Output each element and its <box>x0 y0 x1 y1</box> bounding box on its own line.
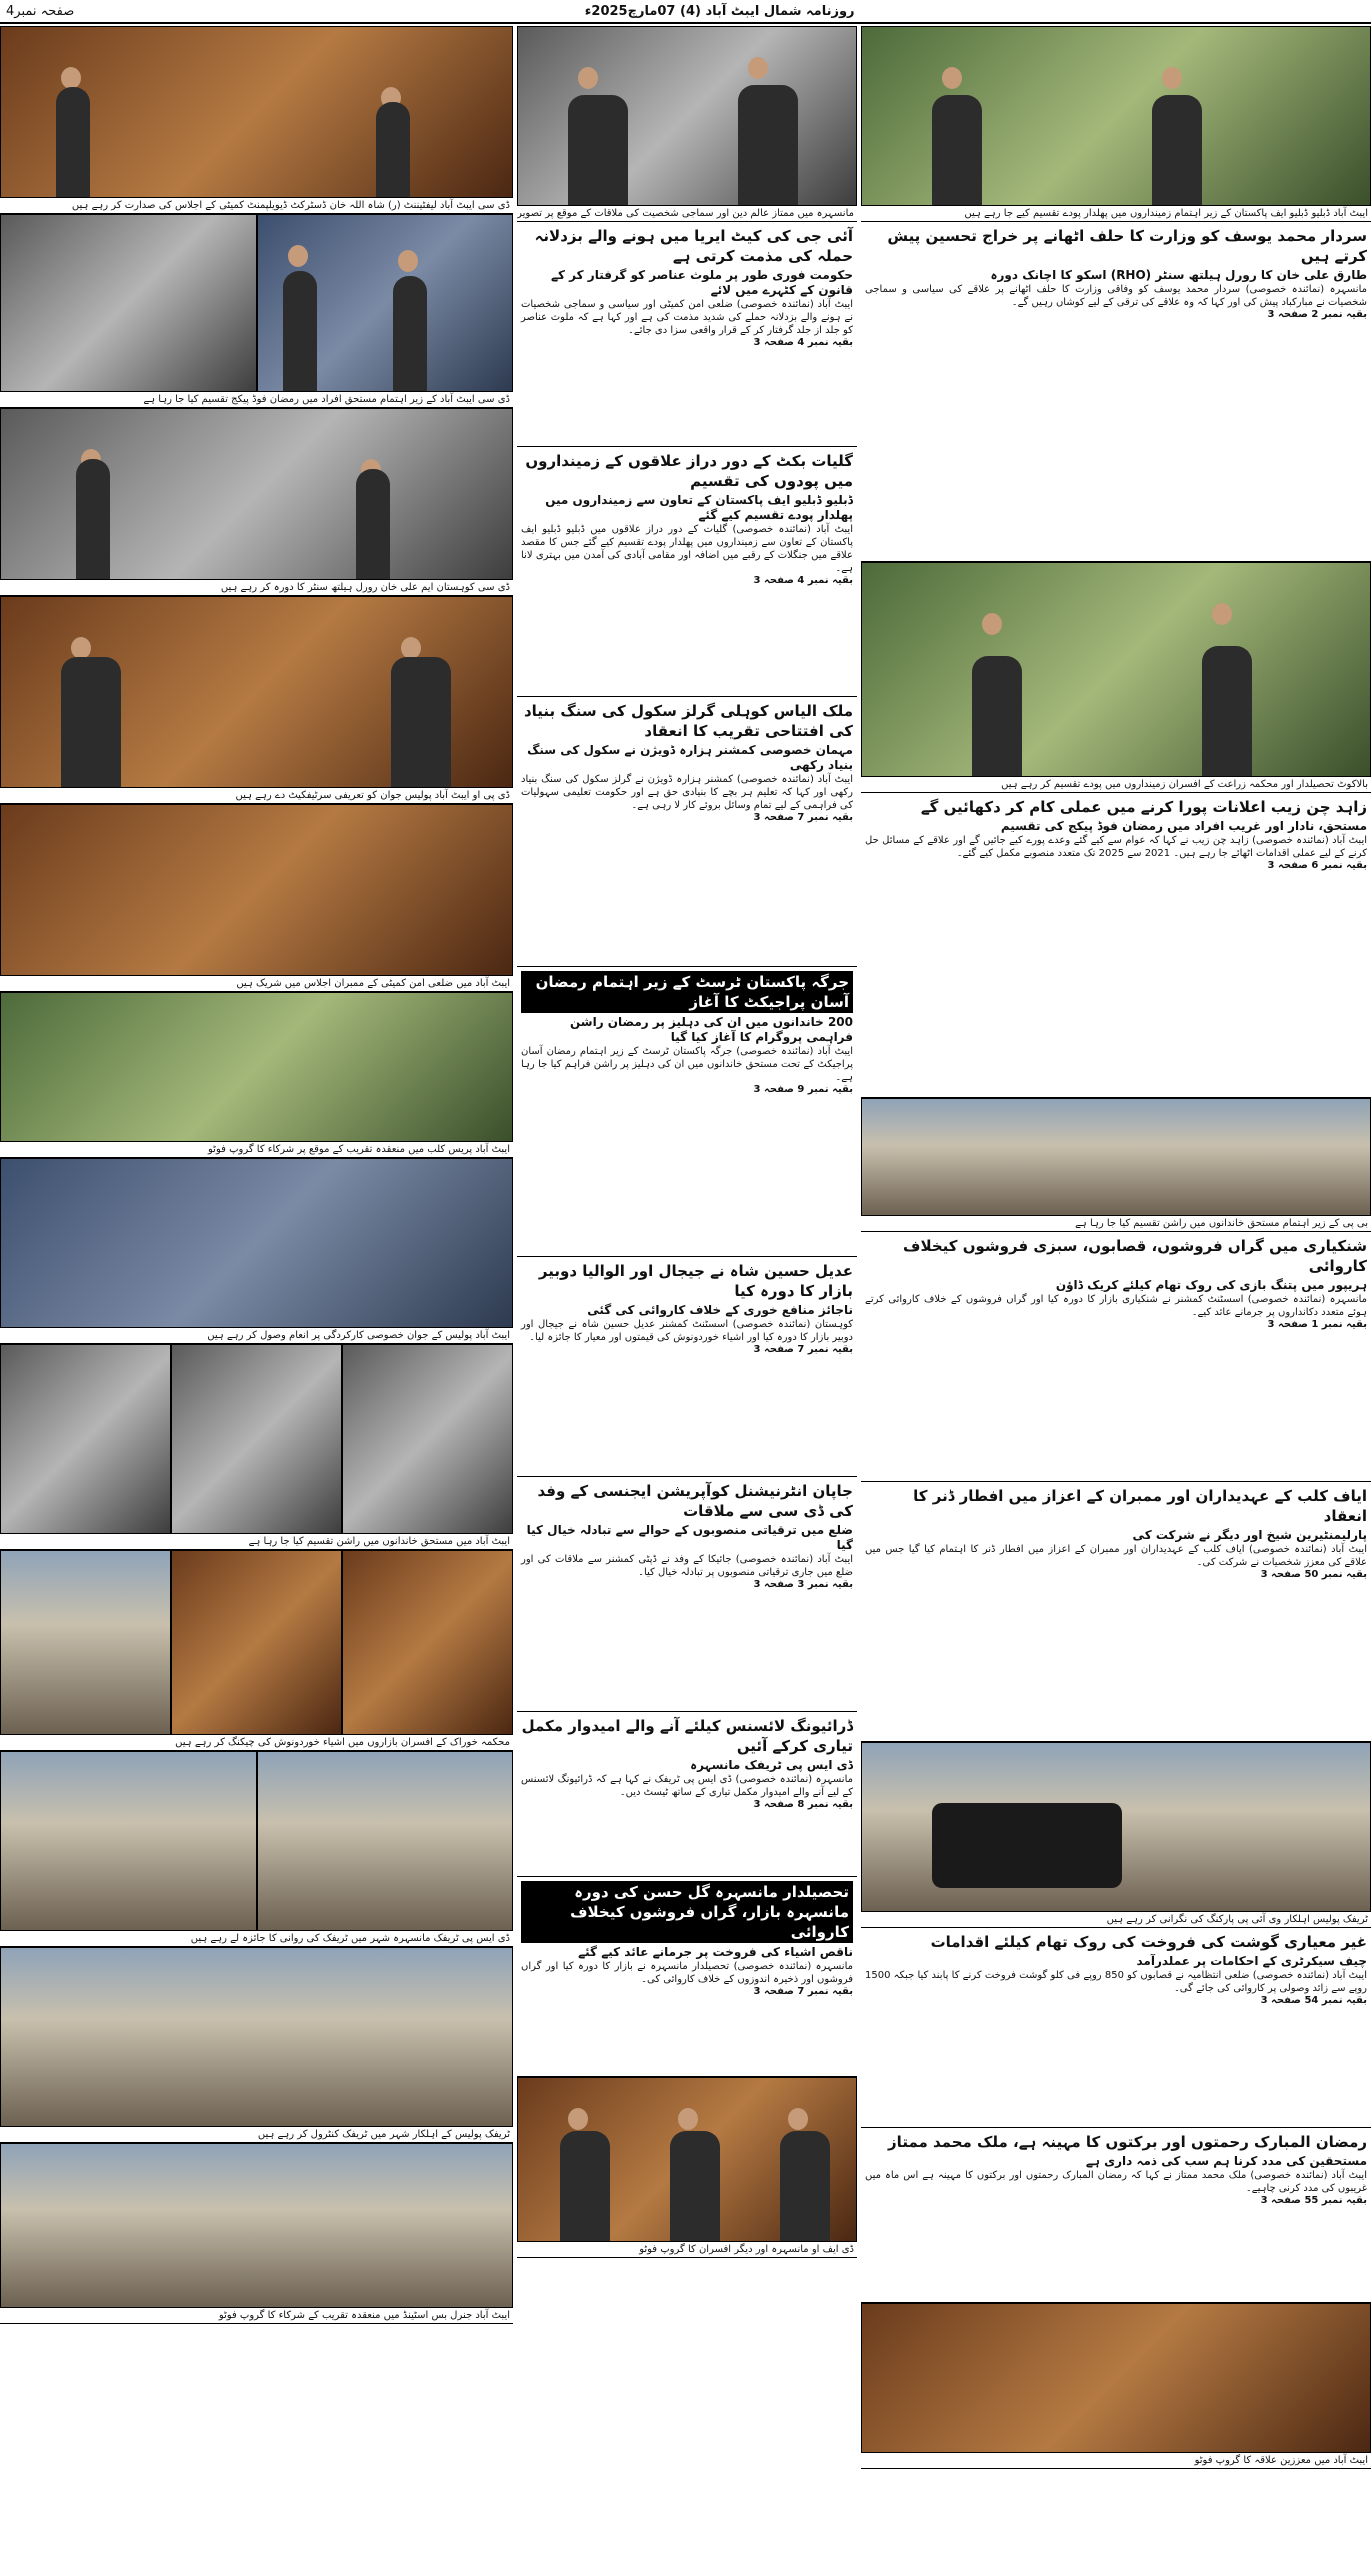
story-subheadline: ضلع میں ترقیاتی منصوبوں کے حوالے سے تبادلہ خیال کیا گیا <box>526 1523 853 1552</box>
photo-traffic-police <box>0 1947 513 2127</box>
story-headline: تحصیلدار مانسہرہ گل حسن کی دورہ مانسہرہ بازار، گراں فروشوں کیخلاف کاروائی <box>521 1881 853 1943</box>
story-headline: عدیل حسین شاہ نے جیجال اور الوالیا دوبیر بازار کا دورہ کیا <box>538 1262 853 1300</box>
story-body: مانسہرہ (نمائندہ خصوصی) ڈی ایس پی ٹریفک نے کہا ہے کہ ڈرائیونگ لائسنس کے لیے آنے والے امیدوار مکمل تیاری کے ساتھ ٹیسٹ دیں۔ <box>521 1774 853 1798</box>
photo-ration-distribution <box>861 1098 1371 1216</box>
news-story <box>861 1482 1371 1742</box>
story-continuation: بقیہ نمبر 2 صفحہ 3 <box>1267 309 1367 320</box>
caption: مانسہرہ میں ممتاز عالم دین اور سماجی شخصیت کی ملاقات کے موقع پر تصویر <box>517 206 857 222</box>
news-story <box>517 1477 857 1712</box>
story-headline: رمضان المبارک رحمتوں اور برکتوں کا مہینہ ہے، ملک محمد ممتاز <box>888 2133 1367 2151</box>
story-column-middle <box>517 26 857 2560</box>
photo-police-reward <box>0 1158 513 1328</box>
caption: ڈی ایف او مانسہرہ اور دیگر افسران کا گروپ فوٹو <box>517 2242 857 2258</box>
photo-scholar-meeting <box>517 26 857 206</box>
photo-plant-distribution <box>861 26 1371 206</box>
caption: بی پی کے زیر اہتمام مستحق خاندانوں میں راشن تقسیم کیا جا رہا ہے <box>861 1216 1371 1232</box>
story-continuation: بقیہ نمبر 55 صفحہ 3 <box>1260 2195 1367 2206</box>
photo-group-bus-stand <box>0 2143 513 2308</box>
photo-officers-group <box>517 2077 857 2242</box>
story-subheadline: پارلیمنٹیرین شیخ اور دیگر نے شرکت کی <box>1132 1528 1367 1542</box>
photo-handover <box>257 214 514 392</box>
photo-traffic-1 <box>0 1751 257 1931</box>
issue-number: (4) <box>680 3 701 19</box>
story-headline: ملک الیاس کوہلی گرلز سکول کی سنگ بنیاد کی افتتاحی تقریب کا انعقاد <box>523 702 853 740</box>
caption: ڈی پی او ایبٹ آباد پولیس جوان کو تعریفی سرٹیفکیٹ دے رہے ہیں <box>0 788 513 804</box>
photo-food-packages <box>0 214 257 392</box>
news-story <box>861 793 1371 1098</box>
paper-name: روزنامہ شمال ایبٹ آباد <box>705 3 855 19</box>
story-subheadline: مہمان خصوصی کمشنر ہزارہ ڈویژن نے سکول کی سنگ بنیاد رکھی <box>527 743 853 772</box>
news-story <box>517 447 857 697</box>
news-story <box>861 2128 1371 2303</box>
story-body: مانسہرہ (نمائندہ خصوصی) تحصیلدار مانسہرہ نے بازار کا دورہ کیا اور گراں فروشوں اور ذخیرہ اندوزوں کے خلاف کاروائی کی۔ <box>521 1961 853 1985</box>
story-continuation: بقیہ نمبر 9 صفحہ 3 <box>753 1084 853 1095</box>
story-continuation: بقیہ نمبر 7 صفحہ 3 <box>753 1344 853 1355</box>
news-story <box>861 1928 1371 2128</box>
story-headline: شنکیاری میں گراں فروشوں، قصابوں، سبزی فروشوں کیخلاف کاروائی <box>903 1237 1367 1275</box>
issue-date: 07مارچ2025ء <box>584 3 676 19</box>
story-body: کوہستان (نمائندہ خصوصی) اسسٹنٹ کمشنر عدیل حسین شاہ نے جیجال اور دوبیر بازار کا دورہ کیا اور اشیاء خوردونوش کی قیمتوں اور معیار کا جائزہ لیا۔ <box>521 1319 853 1343</box>
caption: ٹریفک پولیس کے اہلکار شہر میں ٹریفک کنٹرول کر رہے ہیں <box>0 2127 513 2143</box>
photo-market-2 <box>171 1550 342 1735</box>
caption: ایبٹ آباد جنرل بس اسٹینڈ میں منعقدہ تقریب کے شرکاء کا گروپ فوٹو <box>0 2308 513 2324</box>
story-column-right <box>861 26 1371 2560</box>
photo-ration-2 <box>171 1344 342 1534</box>
caption: ایبٹ آباد میں ضلعی امن کمیٹی کے ممبران اجلاس میں شریک ہیں <box>0 976 513 992</box>
news-story <box>517 967 857 1257</box>
photo-balakot-plants <box>861 562 1371 777</box>
photo-peace-committee <box>0 804 513 976</box>
photo-police-award <box>0 596 513 788</box>
masthead-title <box>585 4 855 19</box>
photo-ration-1 <box>0 1344 171 1534</box>
story-continuation: بقیہ نمبر 4 صفحہ 3 <box>753 337 853 348</box>
story-headline: غیر معیاری گوشت کی فروخت کی روک تھام کیلئے اقدامات <box>930 1933 1367 1951</box>
news-story <box>517 1877 857 2077</box>
story-body: ایبٹ آباد (نمائندہ خصوصی) ایاف کلب کے عہدیداران اور ممبران کے اعزاز میں افطار ڈنر کا اہتمام کیا گیا جس میں علاقے کی معزز شخصیات نے شرکت کی۔ <box>865 1544 1367 1568</box>
page-number: 4صفحہ نمبر <box>6 3 75 19</box>
story-subheadline: ڈی ایس پی ٹریفک مانسہرہ <box>690 1758 853 1772</box>
story-body: ایبٹ آباد (نمائندہ خصوصی) ضلعی انتظامیہ نے قصابوں کو 850 روپے فی کلو گوشت فروخت کرنے کا پابند کیا جبکہ 1500 روپے سے زائد وصولی پر کاروائی کی جائے گی۔ <box>865 1970 1367 1994</box>
caption: ڈی ایس پی ٹریفک مانسہرہ شہر میں ٹریفک کی روانی کا جائزہ لے رہے ہیں <box>0 1931 513 1947</box>
photo-ration-3 <box>342 1344 513 1534</box>
story-continuation: بقیہ نمبر 6 صفحہ 3 <box>1267 860 1367 871</box>
story-body: مانسہرہ (نمائندہ خصوصی) اسسٹنٹ کمشنر نے شنکیاری بازار کا دورہ کیا اور گراں فروشوں کے خلاف کاروائی کرتے ہوئے متعدد دکانداروں پر جرمانے عائد کیے۔ <box>865 1294 1367 1318</box>
story-body: مانسہرہ (نمائندہ خصوصی) سردار محمد یوسف کو وفاقی وزارت کا حلف اٹھانے پر علاقے کی سیاسی و سماجی شخصیات نے مبارکباد پیش کی اور کہا کہ وہ علاقے کی ترقی کے لیے کوشاں رہیں گے۔ <box>865 284 1367 308</box>
story-subheadline: مستحق، نادار اور غریب افراد میں رمضان فوڈ پیکج کی تقسیم <box>1000 819 1367 833</box>
story-body: ایبٹ آباد (نمائندہ خصوصی) ملک محمد ممتاز نے کہا کہ رمضان المبارک رحمتوں اور برکتوں کا مہینہ ہے اس ماہ میں غریبوں کی مدد کرنی چاہیے۔ <box>865 2170 1367 2194</box>
masthead <box>0 0 1371 24</box>
photo-vip-parking <box>861 1742 1371 1912</box>
story-body: ایبٹ آباد (نمائندہ خصوصی) جرگہ پاکستان ٹرسٹ کے زیر اہتمام رمضان آسان پراجیکٹ کے تحت مستحق خاندانوں میں ان کی دہلیز پر راشن فراہم کیا جا رہا ہے۔ <box>521 1046 853 1083</box>
news-story <box>517 697 857 967</box>
photo-market-1 <box>0 1550 171 1735</box>
photo-traffic-2 <box>257 1751 514 1931</box>
story-headline: جاپان انٹرنیشنل کوآپریشن ایجنسی کے وفد کی ڈی سی سے ملاقات <box>537 1482 853 1520</box>
story-body: ایبٹ آباد (نمائندہ خصوصی) جائیکا کے وفد نے ڈپٹی کمشنر سے ملاقات کی اور ضلع میں جاری ترقیاتی منصوبوں پر تبادلہ خیال کیا۔ <box>521 1554 853 1578</box>
story-body: ایبٹ آباد (نمائندہ خصوصی) گلیات کے دور دراز علاقوں میں ڈبلیو ڈبلیو ایف پاکستان کے تعاون سے زمینداروں میں پھلدار پودے تقسیم کیے گئے جس کا مقصد علاقے میں جنگلات کے رقبے میں اضافہ اور مقامی آبادی کی آمدن میں بہتری لانا ہے۔ <box>521 524 853 574</box>
caption: ایبٹ آباد میں مستحق خاندانوں میں راشن تقسیم کیا جا رہا ہے <box>0 1534 513 1550</box>
story-subheadline: ڈبلیو ڈبلیو ایف پاکستان کے تعاون سے زمینداروں میں پھلدار پودے تقسیم کیے گئے <box>545 493 853 522</box>
photo-health-centre <box>0 408 513 580</box>
story-body: ایبٹ آباد (نمائندہ خصوصی) ضلعی امن کمیٹی اور سیاسی و سماجی شخصیات نے ہونے والے بزدلانہ حملے کی شدید مذمت کی ہے اور کہا ہے کہ ملوث عناصر کو جلد از جلد گرفتار کر کے قرار واقعی سزا دی جائے۔ <box>521 299 853 336</box>
story-continuation: بقیہ نمبر 7 صفحہ 3 <box>753 1986 853 1997</box>
story-continuation: بقیہ نمبر 1 صفحہ 3 <box>1267 1319 1367 1330</box>
news-story <box>517 222 857 447</box>
story-headline: زاہد چن زیب اعلانات پورا کرنے میں عملی کام کر دکھائیں گے <box>920 798 1367 816</box>
caption: محکمہ خوراک کے افسران بازاروں میں اشیاء خوردونوش کی چیکنگ کر رہے ہیں <box>0 1735 513 1751</box>
photo-meeting <box>0 26 513 198</box>
story-subheadline: 200 خاندانوں میں ان کی دہلیز پر رمضان راشن فراہمی پروگرام کا آغاز کیا گیا <box>569 1015 853 1044</box>
news-story <box>517 1257 857 1477</box>
story-continuation: بقیہ نمبر 50 صفحہ 3 <box>1260 1569 1367 1580</box>
caption: ٹریفک پولیس اہلکار وی آئی پی پارکنگ کی نگرانی کر رہے ہیں <box>861 1912 1371 1928</box>
story-headline: ڈرائیونگ لائسنس کیلئے آنے والے امیدوار مکمل تیاری کرکے آئیں <box>521 1717 853 1755</box>
story-subheadline: چیف سیکرٹری کے احکامات پر عملدرآمد <box>1136 1954 1367 1968</box>
story-subheadline: ناقص اشیاء کی فروخت پر جرمانے عائد کیے گئے <box>578 1945 853 1959</box>
caption: ایبٹ آباد ڈبلیو ڈبلیو ایف پاکستان کے زیر اہتمام زمینداروں میں پھلدار پودے تقسیم کیے جا رہے ہیں <box>861 206 1371 222</box>
news-story <box>861 222 1371 562</box>
caption: ڈی سی ایبٹ آباد لیفٹیننٹ (ر) شاہ اللہ خان ڈسٹرکٹ ڈیویلپمنٹ کمیٹی کے اجلاس کی صدارت کر رہے ہیں <box>0 198 513 214</box>
story-headline: سردار محمد یوسف کو وزارت کا حلف اٹھانے پر خراج تحسین پیش کرتے ہیں <box>887 227 1367 265</box>
story-headline: آئی جی کی کیٹ ایریا میں ہونے والے بزدلانہ حملہ کی مذمت کرتی ہے <box>534 227 853 265</box>
story-continuation: بقیہ نمبر 4 صفحہ 3 <box>753 575 853 586</box>
story-continuation: بقیہ نمبر 8 صفحہ 3 <box>753 1799 853 1810</box>
story-headline: ایاف کلب کے عہدیداران اور ممبران کے اعزاز میں افطار ڈنر کا انعقاد <box>913 1487 1367 1525</box>
story-subheadline: حکومت فوری طور پر ملوث عناصر کو گرفتار کر کے قانون کے کٹہرے میں لائے <box>550 268 853 297</box>
caption: بالاکوٹ تحصیلدار اور محکمہ زراعت کے افسران زمینداروں میں پودے تقسیم کر رہے ہیں <box>861 777 1371 793</box>
story-body: ایبٹ آباد (نمائندہ خصوصی) زاہد چن زیب نے کہا کہ عوام سے کیے گئے وعدے پورے کیے جائیں گے اور علاقے کے مسائل حل کرنے کے لیے عملی اقدامات اٹھائے جا رہے ہیں۔ 2021 سے 2025 تک متعدد منصوبے مکمل کیے گئے۔ <box>865 835 1367 859</box>
story-continuation: بقیہ نمبر 7 صفحہ 3 <box>753 812 853 823</box>
story-continuation: بقیہ نمبر 3 صفحہ 3 <box>753 1579 853 1590</box>
caption: ایبٹ آباد پولیس کے جوان خصوصی کارکردگی پر انعام وصول کر رہے ہیں <box>0 1328 513 1344</box>
story-body: ایبٹ آباد (نمائندہ خصوصی) کمشنر ہزارہ ڈویژن نے گرلز سکول کی سنگ بنیاد رکھی اور کہا کہ تعلیم ہر بچے کا بنیادی حق ہے اور حکومت تعلیمی سہولیات کی فراہمی کے لیے تمام وسائل بروئے کار لا رہی ہے۔ <box>521 774 853 811</box>
story-subheadline: ناجائز منافع خوری کے خلاف کاروائی کی گئی <box>587 1303 853 1317</box>
story-continuation: بقیہ نمبر 54 صفحہ 3 <box>1260 1995 1367 2006</box>
caption: ڈی سی ایبٹ آباد کے زیر اہتمام مستحق افراد میں رمضان فوڈ پیکج تقسیم کیا جا رہا ہے <box>0 392 513 408</box>
photo-market-3 <box>342 1550 513 1735</box>
news-story <box>517 1712 857 1877</box>
story-subheadline: مستحقین کی مدد کرنا ہم سب کی ذمہ داری ہے <box>1085 2154 1367 2168</box>
story-headline: گلیات بکٹ کے دور دراز علاقوں کے زمینداروں میں پودوں کی تقسیم <box>525 452 853 490</box>
news-story <box>861 1232 1371 1482</box>
photo-press-club <box>0 992 513 1142</box>
caption: ڈی سی کوہستان ایم علی خان رورل ہیلتھ سنٹر کا دورہ کر رہے ہیں <box>0 580 513 596</box>
photo-elders-group <box>861 2303 1371 2453</box>
caption: ایبٹ آباد پریس کلب میں منعقدہ تقریب کے موقع پر شرکاء کا گروپ فوٹو <box>0 1142 513 1158</box>
photo-column-left <box>0 26 513 2560</box>
story-headline: جرگہ پاکستان ٹرسٹ کے زیر اہتمام رمضان آسان پراجیکٹ کا آغاز <box>521 971 853 1013</box>
caption: ایبٹ آباد میں معززین علاقہ کا گروپ فوٹو <box>861 2453 1371 2469</box>
story-subheadline: ہریپور میں پتنگ بازی کی روک تھام کیلئے کریک ڈاؤن <box>1055 1278 1367 1292</box>
story-subheadline: طارق علی خان کا رورل ہیلتھ سنٹر (RHO) اسکو کا اچانک دورہ <box>990 268 1367 282</box>
